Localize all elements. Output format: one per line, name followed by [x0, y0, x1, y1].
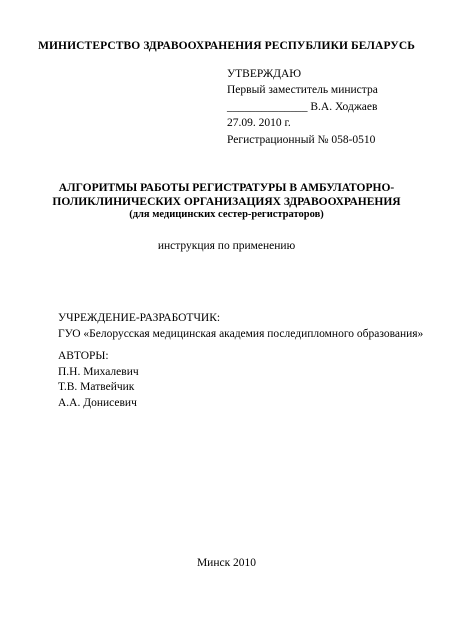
- approval-heading: УТВЕРЖДАЮ: [227, 68, 302, 80]
- author-item: П.Н. Михалевич: [58, 365, 139, 378]
- developer-label: УЧРЕЖДЕНИЕ-РАЗРАБОТЧИК:: [58, 312, 221, 324]
- title-subtitle: (для медицинских сестер-регистраторов): [129, 209, 324, 220]
- city-year: Минск 2010: [196, 557, 257, 569]
- author-item: Т.В. Матвейчик: [58, 381, 135, 393]
- developer-name: ГУО «Белорусская медицинская академия последипломного образования»: [58, 327, 424, 340]
- document-title: [0, 182, 453, 209]
- authors-block: [58, 349, 139, 411]
- author-item: А.А. Донисевич: [58, 396, 137, 409]
- approval-position: Первый заместитель министра: [227, 84, 378, 97]
- developer-block: [58, 311, 423, 342]
- ministry-heading: МИНИСТЕРСТВО ЗДРАВООХРАНЕНИЯ РЕСПУБЛИКИ БЕЛАРУСЬ: [38, 40, 415, 52]
- approval-date: 27.09. 2010 г.: [227, 117, 291, 130]
- title-line-2: ПОЛИКЛИНИЧЕСКИХ ОРГАНИЗАЦИЯХ ЗДРАВООХРАНЕНИЯ: [52, 195, 401, 208]
- approval-registration: Регистрационный № 058-0510: [227, 133, 376, 146]
- approval-block: [227, 66, 378, 148]
- authors-label: АВТОРЫ:: [58, 350, 109, 362]
- instruction-type: инструкция по применению: [157, 240, 296, 252]
- approval-signature-line: ______________ В.А. Ходжаев: [227, 100, 378, 113]
- title-line-1: АЛГОРИТМЫ РАБОТЫ РЕГИСТРАТУРЫ В АМБУЛАТОРНО-: [58, 182, 395, 194]
